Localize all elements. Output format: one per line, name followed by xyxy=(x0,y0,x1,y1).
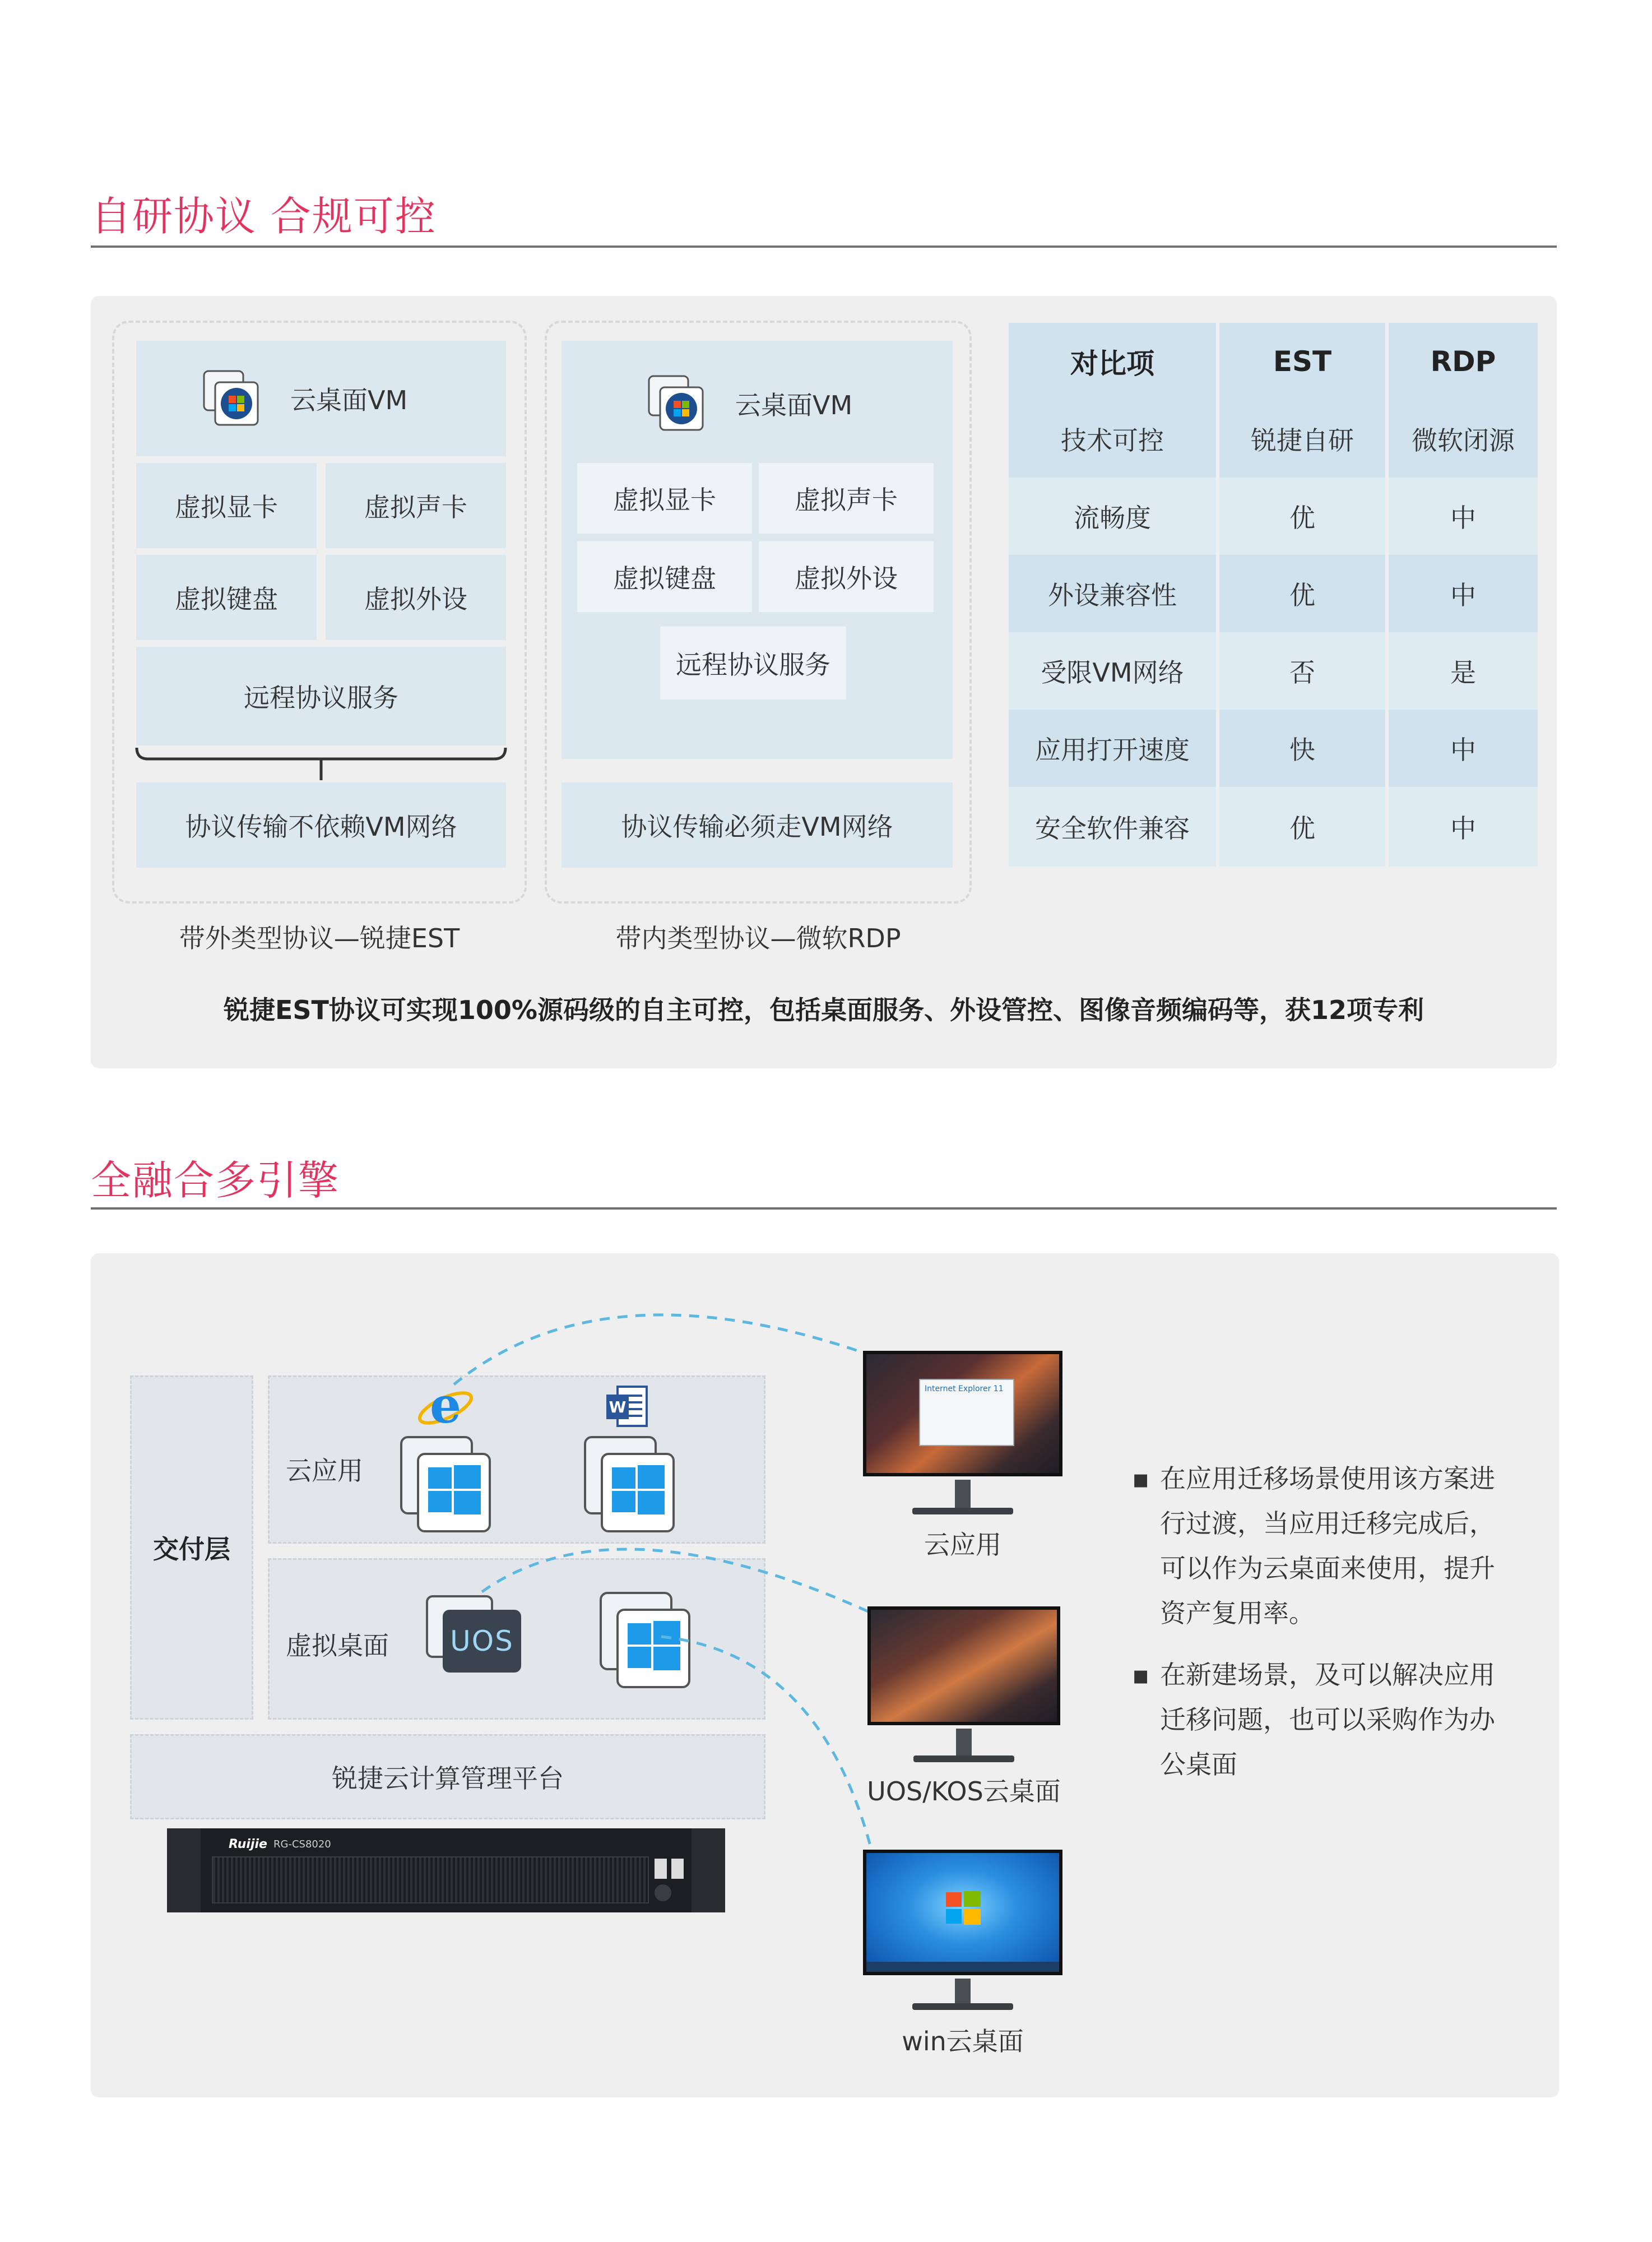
table-cell: 技术可控 xyxy=(1009,400,1216,478)
rdp-remote-service: 远程协议服务 xyxy=(660,627,846,700)
est-virtual-gpu: 虚拟显卡 xyxy=(136,463,317,548)
monitor-stand xyxy=(955,1480,971,1509)
monitor-caption: UOS/KOS云桌面 xyxy=(867,1776,1061,1806)
svg-text:W: W xyxy=(609,1398,627,1416)
benefit-text: 在新建场景，及可以解决应用迁移问题，也可以采购作为办公桌面 xyxy=(1160,1660,1495,1780)
section-divider xyxy=(91,245,1557,248)
table-cell: 锐捷自研 xyxy=(1219,400,1385,478)
rdp-virtual-soundcard: 虚拟声卡 xyxy=(759,463,934,534)
monitor-base xyxy=(913,1755,1014,1762)
monitor-stand xyxy=(956,1729,972,1757)
windows-vm-icon xyxy=(201,368,262,429)
monitor-base xyxy=(912,2003,1013,2010)
est-remote-service: 远程协议服务 xyxy=(136,647,506,745)
est-vm-box xyxy=(136,341,506,456)
monitor-screen xyxy=(871,1610,1057,1722)
rdp-caption: 带内类型协议—微软RDP xyxy=(615,923,901,953)
usb-port-icon xyxy=(655,1859,667,1879)
bullet-icon: ▪ xyxy=(1132,1463,1150,1494)
table-cell: 中 xyxy=(1389,478,1538,555)
protocol-summary: 锐捷EST协议可实现100%源码级的自主可控，包括桌面服务、外设管控、图像音频编码等，获12项专利 xyxy=(223,995,1424,1025)
monitor-caption: win云桌面 xyxy=(902,2026,1024,2056)
table-cell: 优 xyxy=(1219,555,1385,632)
est-virtual-keyboard: 虚拟键盘 xyxy=(136,555,317,640)
est-virtual-soundcard: 虚拟声卡 xyxy=(326,463,506,548)
bullet-icon: ▪ xyxy=(1132,1660,1150,1690)
usb-port-icon xyxy=(671,1859,684,1879)
table-cell: 中 xyxy=(1389,555,1538,632)
uos-logo-icon: UOS xyxy=(443,1610,521,1673)
table-cell: 是 xyxy=(1389,632,1538,710)
ie-window-title: Internet Explorer 11 xyxy=(925,1384,1004,1393)
server-ear xyxy=(167,1828,201,1912)
section-title-engines: 全融合多引擎 xyxy=(91,1157,340,1204)
windows-app-icon xyxy=(398,1434,493,1535)
table-cell: 快 xyxy=(1219,710,1385,787)
power-button-icon xyxy=(655,1884,671,1901)
table-cell: 中 xyxy=(1389,787,1538,867)
monitor-cloud-app xyxy=(863,1351,1062,1476)
monitor-base xyxy=(912,1508,1013,1514)
table-cell: 外设兼容性 xyxy=(1009,555,1216,632)
server-appliance xyxy=(167,1828,725,1912)
windows-desktop-icon xyxy=(597,1590,693,1690)
monitor-stand xyxy=(955,1979,971,2005)
rdp-vm-header xyxy=(562,370,953,437)
server-ear xyxy=(692,1828,725,1912)
table-cell: 微软闭源 xyxy=(1389,400,1538,478)
table-header-est: EST xyxy=(1219,323,1385,400)
section-divider xyxy=(91,1207,1557,1210)
cloud-app-label: 云应用 xyxy=(286,1456,363,1486)
table-cell: 应用打开速度 xyxy=(1009,710,1216,787)
rdp-vm-label: 云桌面VM xyxy=(735,390,853,420)
rdp-virtual-gpu: 虚拟显卡 xyxy=(577,463,752,534)
table-cell: 安全软件兼容 xyxy=(1009,787,1216,867)
windows-app-icon xyxy=(582,1434,677,1535)
table-cell: 流畅度 xyxy=(1009,478,1216,555)
table-header-item: 对比项 xyxy=(1009,323,1216,400)
word-icon xyxy=(604,1384,649,1429)
est-caption: 带外类型协议—锐捷EST xyxy=(179,923,460,953)
server-brand: Ruijie xyxy=(229,1837,267,1851)
rdp-virtual-peripheral: 虚拟外设 xyxy=(759,541,934,612)
server-model: RG-CS8020 xyxy=(273,1838,331,1850)
benefit-list xyxy=(1126,1456,1507,1787)
comparison-table xyxy=(1009,323,1538,867)
ie-window xyxy=(919,1379,1014,1446)
est-bracket xyxy=(134,745,508,782)
table-cell: 受限VM网络 xyxy=(1009,632,1216,710)
est-transport: 协议传输不依赖VM网络 xyxy=(136,782,506,868)
ie-icon xyxy=(415,1379,476,1435)
benefit-item xyxy=(1126,1456,1507,1636)
rdp-transport: 协议传输必须走VM网络 xyxy=(562,782,953,868)
monitor-uos-kos xyxy=(867,1606,1060,1725)
virtual-desktop-label: 虚拟桌面 xyxy=(286,1630,389,1661)
monitor-caption: 云应用 xyxy=(924,1530,1001,1560)
section-title-protocol: 自研协议 合规可控 xyxy=(91,193,437,240)
table-cell: 优 xyxy=(1219,478,1385,555)
benefit-item xyxy=(1126,1652,1507,1787)
table-cell: 否 xyxy=(1219,632,1385,710)
est-vm-label: 云桌面VM xyxy=(290,385,408,415)
table-header-rdp: RDP xyxy=(1389,323,1538,400)
management-platform: 锐捷云计算管理平台 xyxy=(130,1734,765,1819)
windows-vm-icon xyxy=(646,373,707,434)
table-cell: 中 xyxy=(1389,710,1538,787)
server-drive-bays xyxy=(212,1856,649,1903)
benefit-text: 在应用迁移场景使用该方案进行过渡，当应用迁移完成后，可以作为云桌面来使用，提升资产复用率。 xyxy=(1160,1463,1495,1628)
monitor-windows xyxy=(863,1850,1062,1975)
est-virtual-peripheral: 虚拟外设 xyxy=(326,555,506,640)
table-cell: 优 xyxy=(1219,787,1385,867)
delivery-layer: 交付层 xyxy=(130,1375,253,1720)
svg-text:e: e xyxy=(430,1379,461,1434)
taskbar xyxy=(866,1962,1059,1972)
rdp-virtual-keyboard: 虚拟键盘 xyxy=(577,541,752,612)
windows-logo-icon xyxy=(944,1889,983,1928)
